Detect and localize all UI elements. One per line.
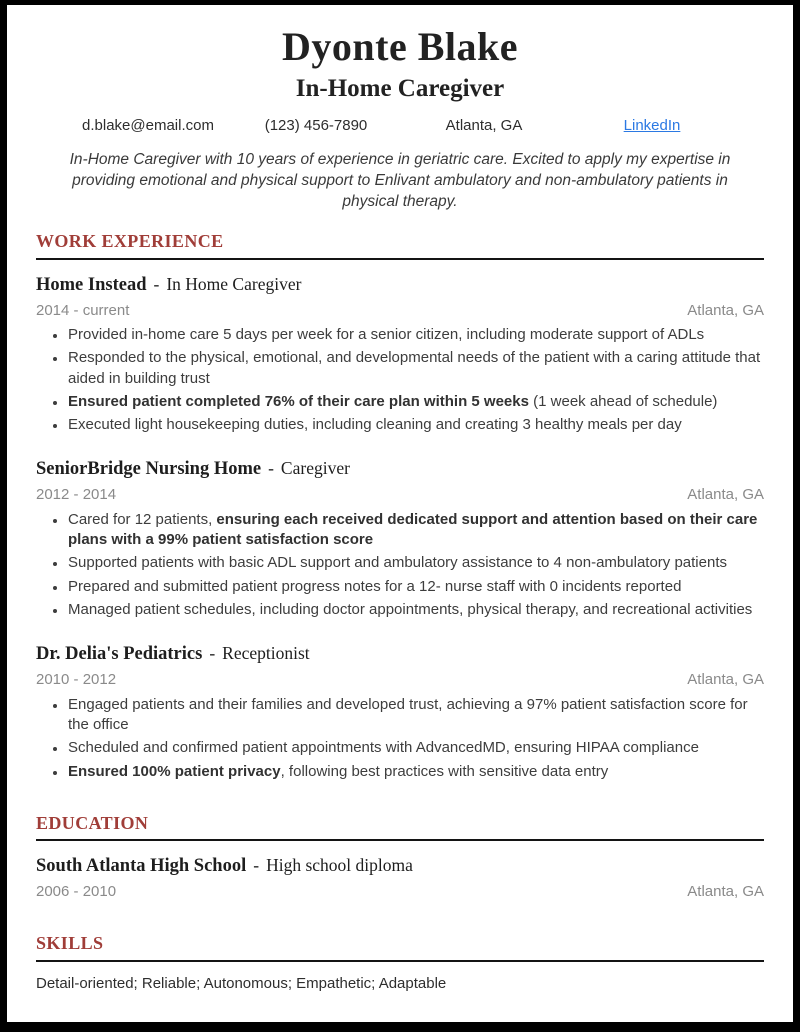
bullet-text: Scheduled and confirmed patient appointments with AdvancedMD, ensuring HIPAA compliance	[68, 739, 699, 757]
job-bullet	[67, 738, 764, 758]
job-bullet	[67, 415, 764, 435]
section-education	[36, 813, 764, 902]
candidate-title: In-Home Caregiver	[295, 74, 505, 102]
job-entry	[36, 642, 764, 782]
job-company: Home Instead	[36, 274, 147, 295]
contact-phone: (123) 456-7890	[264, 116, 368, 134]
separator: -	[209, 643, 216, 664]
job-bullet	[67, 577, 764, 597]
bullet-text-bold: Ensured 100% patient privacy	[68, 762, 281, 780]
job-bullet-list	[36, 510, 764, 620]
section-work-experience	[36, 231, 764, 782]
degree: High school diploma	[266, 855, 413, 876]
job-role: In Home Caregiver	[166, 273, 302, 294]
job-bullet	[67, 348, 764, 389]
job-meta	[36, 670, 764, 690]
job-bullet	[67, 553, 764, 573]
job-dates: 2010 - 2012	[36, 671, 117, 689]
job-role: Receptionist	[222, 643, 310, 664]
bullet-text: , following best practices with sensitive data entry	[280, 762, 609, 780]
job-title-line	[36, 642, 764, 666]
linkedin-link[interactable]: LinkedIn	[623, 116, 681, 134]
bullet-text: Responded to the physical, emotional, and developmental needs of the patient with a caring attitude that aided in building trust	[68, 349, 761, 387]
separator: -	[253, 855, 260, 876]
job-bullet-list	[36, 695, 764, 782]
job-company: Dr. Delia's Pediatrics	[36, 644, 203, 665]
bullet-text: Cared for 12 patients,	[68, 510, 217, 528]
job-title-line	[36, 457, 764, 481]
education-dates: 2006 - 2010	[36, 883, 117, 901]
job-entry	[36, 457, 764, 620]
section-rule	[36, 960, 764, 962]
separator: -	[268, 458, 274, 479]
job-location: Atlanta, GA	[687, 486, 764, 504]
education-location: Atlanta, GA	[687, 883, 764, 901]
job-dates: 2012 - 2014	[36, 486, 117, 504]
job-bullet	[67, 510, 764, 551]
job-entry	[36, 273, 764, 436]
contact-email: d.blake@email.com	[82, 116, 214, 134]
job-bullet	[67, 600, 764, 620]
job-bullet	[67, 695, 764, 736]
job-role: Caregiver	[280, 458, 350, 479]
bullet-text: Managed patient schedules, including doctor appointments, physical therapy, and recreational activities	[68, 600, 753, 618]
candidate-name: Dyonte Blake	[282, 24, 518, 69]
contact-location: Atlanta, GA	[445, 116, 523, 134]
bullet-text: Provided in-home care 5 days per week for a senior citizen, including moderate support of ADLs	[68, 326, 705, 344]
section-rule	[36, 258, 764, 260]
resume-page	[7, 5, 793, 1022]
bullet-text: Executed light housekeeping duties, including cleaning and creating 3 healthy meals per day	[68, 416, 682, 434]
separator: -	[153, 273, 160, 294]
job-location: Atlanta, GA	[687, 301, 764, 319]
education-title-line	[36, 854, 764, 878]
job-bullet-list	[36, 325, 764, 435]
school-name: South Atlanta High School	[36, 856, 247, 877]
bullet-text-bold: Ensured patient completed 76% of their care plan within 5 weeks	[68, 392, 529, 410]
section-rule	[36, 839, 764, 841]
job-bullet	[67, 762, 764, 782]
bullet-text: Prepared and submitted patient progress notes for a 12- nurse staff with 0 incidents reported	[68, 577, 682, 595]
summary-text: In-Home Caregiver with 10 years of experience in geriatric care. Excited to apply my expertise in providing emotional and physical support to Enlivant ambulatory and non-ambulatory patients in physical therapy.	[69, 150, 731, 210]
job-bullet	[67, 325, 764, 345]
bullet-text: Engaged patients and their families and developed trust, achieving a 97% patient satisfaction score for the office	[68, 695, 748, 734]
skills-list: Detail-oriented; Reliable; Autonomous; Empathetic; Adaptable	[36, 974, 447, 992]
job-bullet	[67, 392, 764, 412]
work-experience-heading: WORK EXPERIENCE	[36, 231, 224, 252]
education-entry	[36, 854, 764, 902]
job-company: SeniorBridge Nursing Home	[36, 459, 262, 480]
job-meta	[36, 301, 764, 321]
bullet-text: Supported patients with basic ADL support and ambulatory assistance to 4 non-ambulatory patients	[68, 554, 727, 572]
bullet-text: (1 week ahead of schedule)	[528, 392, 718, 410]
job-dates: 2014 - current	[36, 301, 130, 319]
job-location: Atlanta, GA	[687, 671, 764, 689]
education-heading: EDUCATION	[36, 812, 149, 833]
section-skills	[36, 933, 764, 993]
education-meta	[36, 882, 764, 902]
job-meta	[36, 485, 764, 505]
bullet-text-bold: ensuring each received dedicated support and attention based on their care plans with a 99% patient satisfaction score	[68, 510, 758, 549]
job-title-line	[36, 273, 764, 297]
skills-heading: SKILLS	[36, 932, 104, 953]
contact-row	[64, 117, 736, 134]
